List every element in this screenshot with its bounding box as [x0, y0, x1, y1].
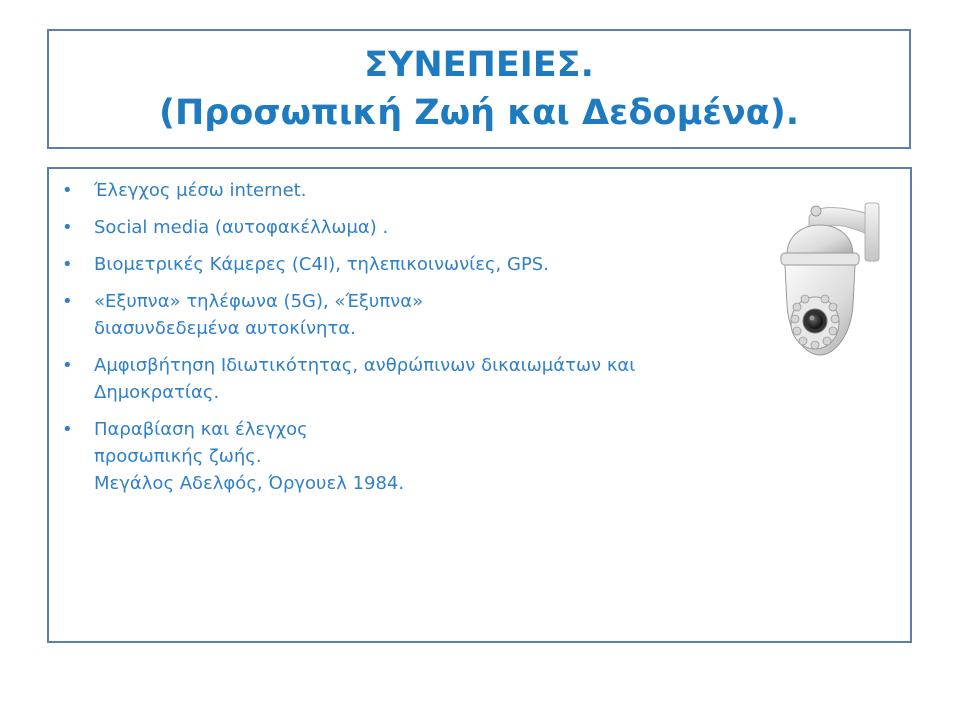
bullet-text: Αμφισβήτηση Ιδιωτικότητας, ανθρώπινων δικαιωμάτων και: [94, 355, 636, 376]
bullet-text: Μεγάλος Αδελφός, Όργουελ 1984.: [94, 473, 405, 494]
bullet-item: [49, 288, 849, 342]
bullet-dot: •: [62, 180, 73, 201]
bullet-item: [49, 416, 849, 497]
slide-title-line-2: (Προσωπική Ζωή και Δεδομένα).: [158, 93, 800, 133]
bullet-dot: •: [62, 217, 73, 238]
bullet-dot: •: [62, 291, 73, 312]
bullet-item: [49, 251, 849, 278]
bullet-text: διασυνδεδεμένα αυτοκίνητα.: [94, 318, 356, 339]
bullet-dot: •: [62, 419, 73, 440]
bullet-text: «Εξυπνα» τηλέφωνα (5G), «Έξυπνα»: [94, 291, 424, 312]
slide-title-line-1: ΣΥΝΕΠΕΙΕΣ.: [364, 45, 594, 85]
bullet-text: Βιομετρικές Κάμερες (C4I), τηλεπικοινωνίες, GPS.: [94, 254, 549, 275]
bullet-item: [49, 214, 849, 241]
security-camera-icon: [765, 195, 885, 365]
slide-title-box: [47, 29, 911, 149]
bullet-dot: •: [62, 355, 73, 376]
bullet-list: [49, 177, 849, 507]
bullet-text: Social media (αυτοφακέλλωμα) .: [94, 217, 389, 238]
bullet-item: [49, 177, 849, 204]
bullet-text: Έλεγχος μέσω internet.: [94, 180, 307, 201]
bullet-text: Παραβίαση και έλεγχος: [94, 419, 308, 440]
bullet-item: [49, 352, 849, 406]
bullet-text: προσωπικής ζωής.: [94, 446, 262, 467]
bullet-text: Δημοκρατίας.: [94, 382, 220, 403]
bullet-dot: •: [62, 254, 73, 275]
